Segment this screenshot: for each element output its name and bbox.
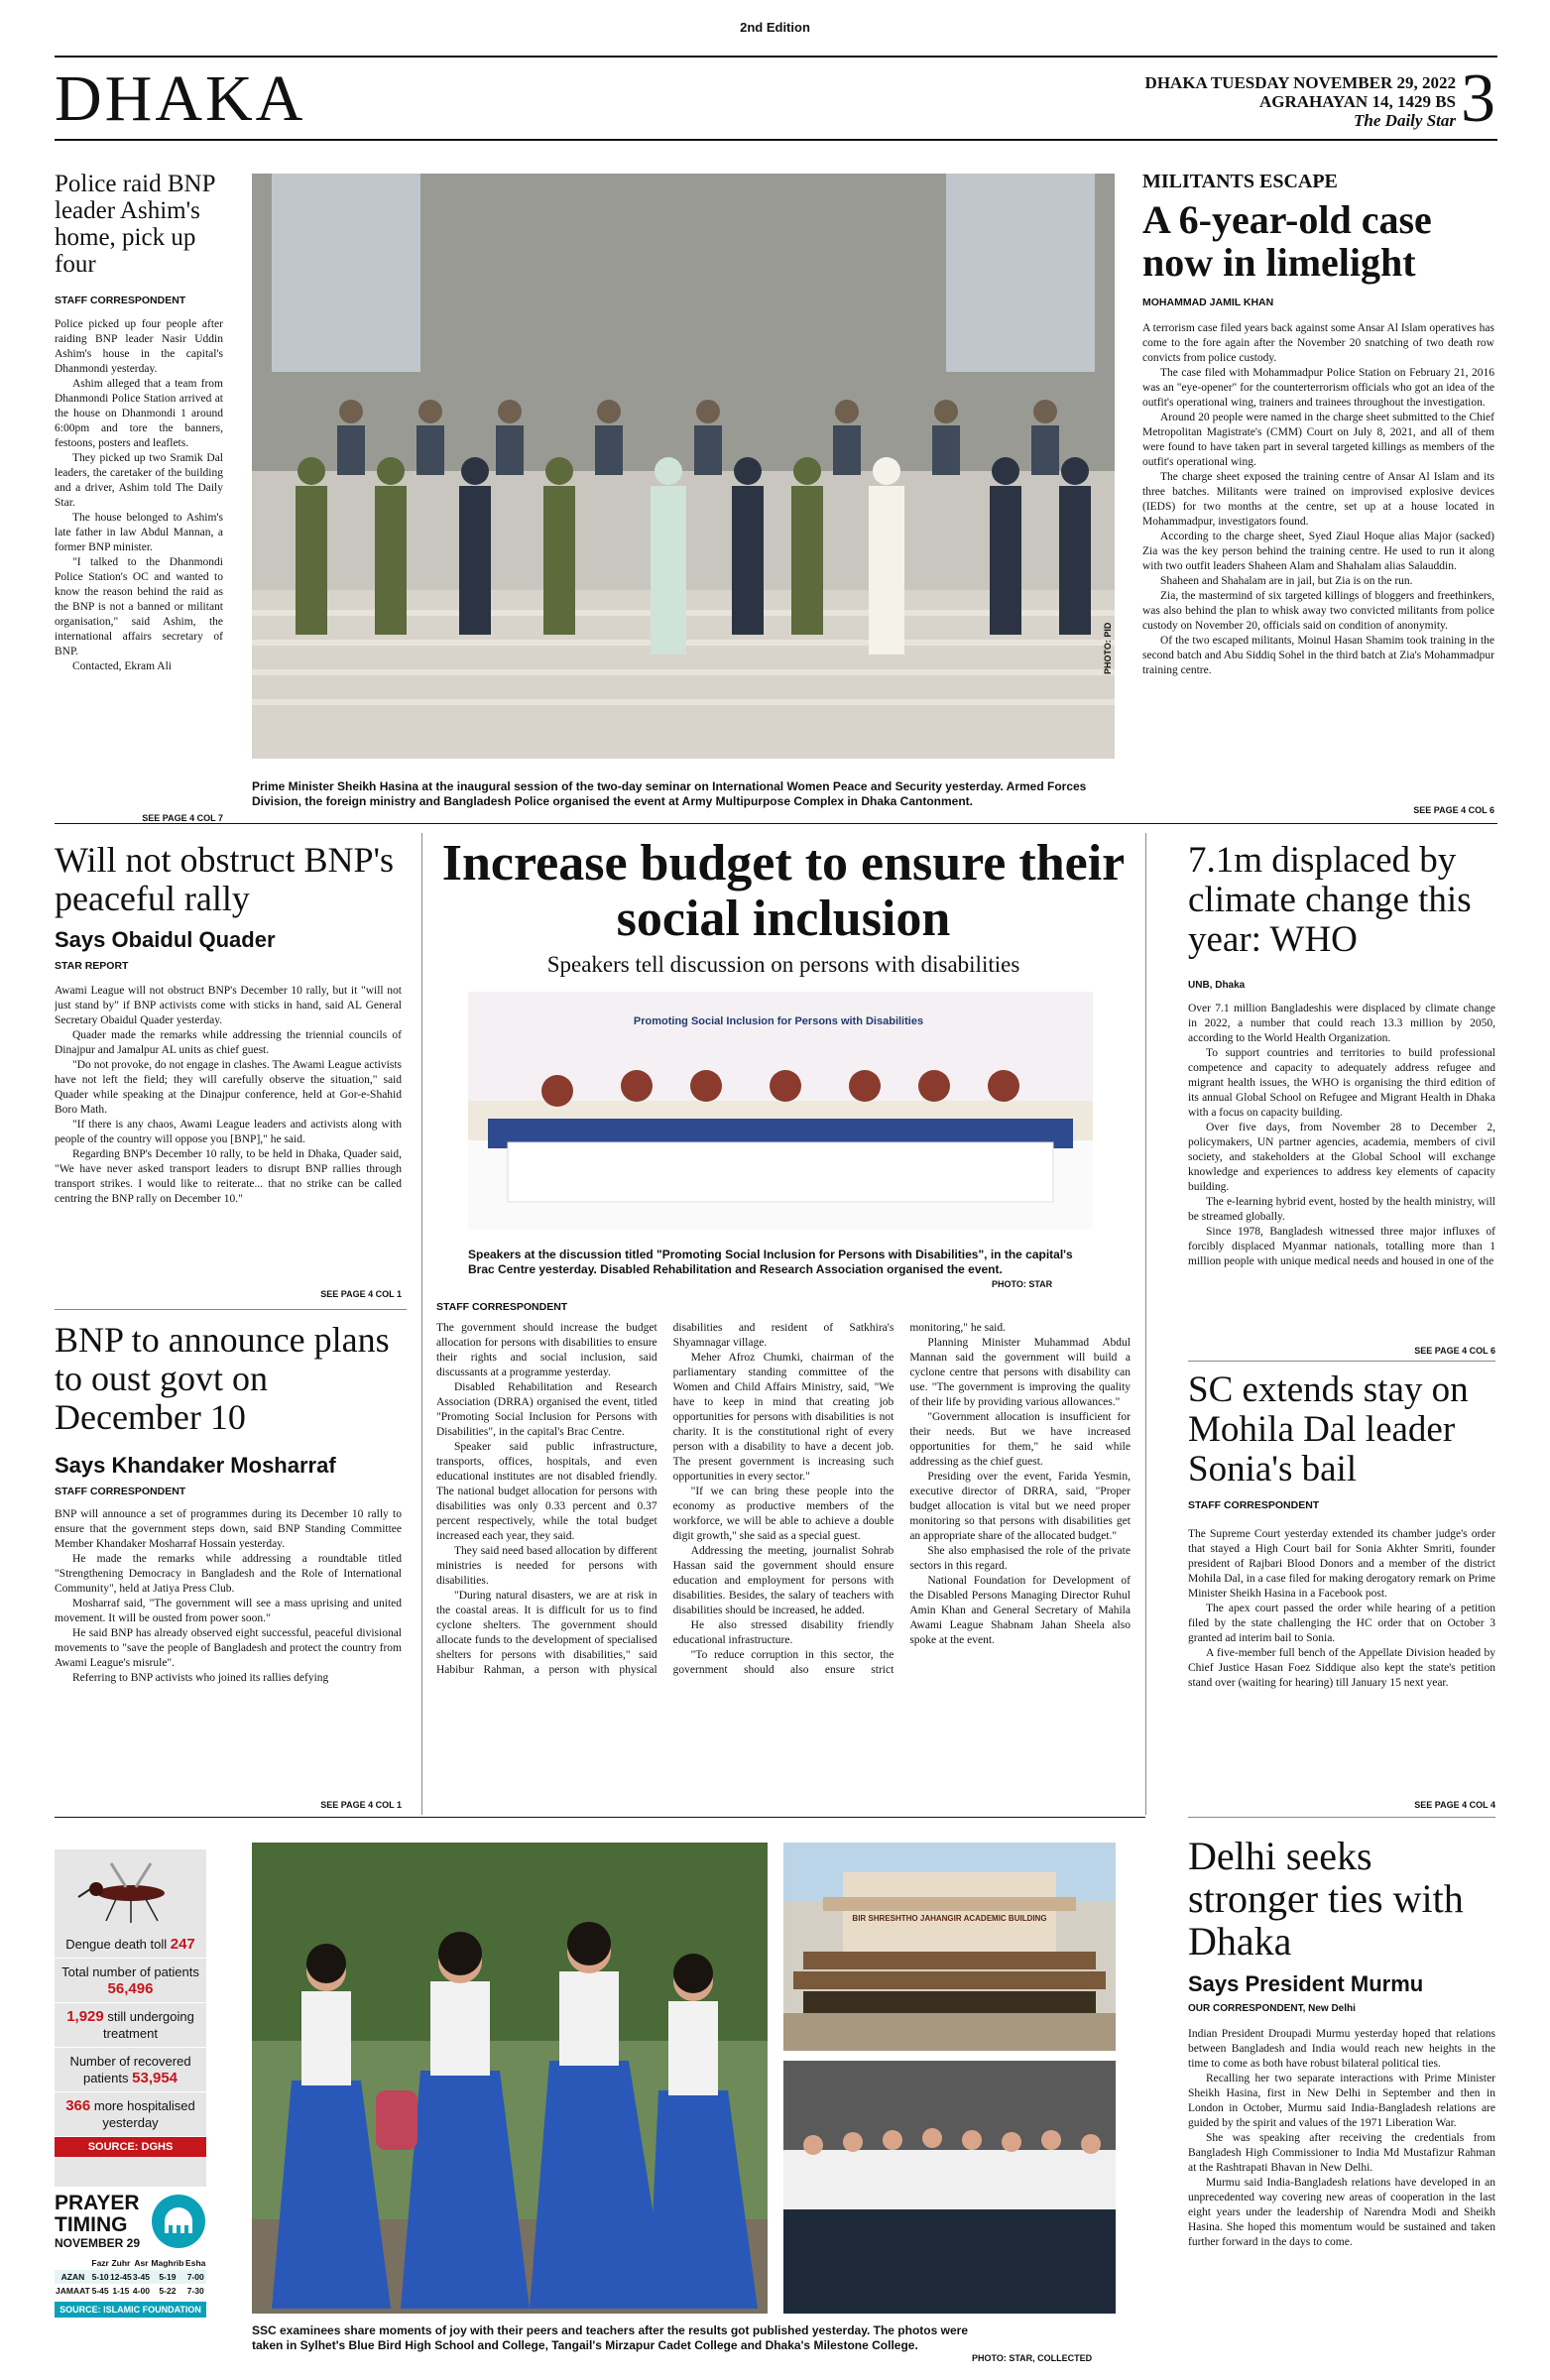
s2-body: A terrorism case filed years back against some Ansar Al Islam operatives has come to the fore again after the November 20 snatching of two death row convicts from police custody. The case filed with Mohammadpur Police Station on February 21, 2016 was an "eye-opener" for the counterterrorism officials who got an idea of the outfit's operational wing, trainers and trainees throughout the investigation. Around 20 people were named in the charge sheet submitted to the Chief Metropolitan Magistrate's (CMM) Court on July 8, 2021, and all of them were found to have taken part in several targeted killings as members of the outfit's operational wing. The charge sheet exposed the training centre of Ansar Al Islam and its three batches. Militants were trained on improvised explosive devices (IEDS) for two months at the centre, set up at a house located in Mohammadpur, investigators found. According to the charge sheet, Syed Ziaul Hoque alias Major (sacked) Zia was the key person behind the training centre. He used to run it along with two outfit leaders Shaheen Alam and Shahalam alias Salauddin. Shaheen and Shahalam are in jail, but Zia is on the run. Zia, the mastermind of six targeted killings of bloggers and freethinkers, was also behind the plan to whisk away two convicted militants from police custody on November 20, officials said on condition of anonymity. Of the two escaped militants, Moinul Hasan Shamim took training in the second batch and Abu Siddiq Sohel in the third batch at Zia's Mohammadpur training centre. [1142, 322, 1494, 676]
divider [55, 1309, 407, 1310]
paper-name: The Daily Star [1354, 111, 1456, 130]
s7-headline: SC extends stay on Mohila Dal leader Sonia's bail [1188, 1369, 1469, 1489]
event-banner: Promoting Social Inclusion for Persons with Disabilities [633, 1015, 924, 1027]
photo1-caption: Prime Minister Sheikh Hasina at the inaugural session of the two-day seminar on International Women Peace and Security yesterday. Armed Forces Division, the foreign ministry and Bangladesh Police organised the event at Army Multipurpose Complex in Dhaka Cantonment. [252, 779, 1087, 808]
s4-byline: STAFF CORRESPONDENT [436, 1301, 568, 1313]
s6-byline: STAFF CORRESPONDENT [55, 1486, 186, 1497]
s3-body: Awami League will not obstruct BNP's December 10 rally, but it "will not just stand by" if BNP activists come with sticks in hand, said AL General Secretary Obaidul Quader yesterday. Quader made the remarks while addressing the triennial councils of Dinajpur and Jamalpur AL units as chief guest. "Do not provoke, do not engage in clashes. The Awami League activists have not left the field; they will carefully observe the situation," said Quader while speaking at the Dinajpur conference, held at Gor-e-Shahid Boro Math. "If there is any chaos, Awami League leaders and activists along with people of the country will oppose you [BNP]," he said. Regarding BNP's December 10 rally, to be held in Dhaka, Quader said, "We have never asked transport leaders to disrupt BNP rallies through transport strikes. I would like to reiterate... that no strike can be called centring the BNP rally on December 10." [55, 985, 402, 1205]
building-sign: BIR SHRESHTHO JAHANGIR ACADEMIC BUILDING [852, 1914, 1047, 1923]
dengue-deaths: Dengue death toll 247 [55, 1931, 206, 1959]
col-rule [1145, 833, 1146, 1815]
s5-jump[interactable]: SEE PAGE 4 COL 6 [1414, 1346, 1495, 1356]
seminar-photo [252, 174, 1115, 759]
prayer-title: PRAYER [55, 2192, 140, 2214]
s2-headline: A 6-year-old case now in limelight [1142, 197, 1432, 286]
s4-credit: PHOTO: STAR [992, 1279, 1053, 1289]
mosque-icon [151, 2194, 206, 2249]
prayer-source: SOURCE: ISLAMIC FOUNDATION [55, 2302, 206, 2318]
dengue-treatment: 1,929 still undergoing treatment [55, 2003, 206, 2048]
s2-jump[interactable]: SEE PAGE 4 COL 6 [1413, 805, 1494, 815]
edition-label: 2nd Edition [740, 20, 810, 35]
s4-subhead: Speakers tell discussion on persons with disabilities [546, 952, 1020, 977]
s3-byline: STAR REPORT [55, 960, 129, 972]
s6-jump[interactable]: SEE PAGE 4 COL 1 [320, 1800, 402, 1810]
cadet-college-photo [783, 1843, 1116, 2051]
s5-byline: UNB, Dhaka [1188, 980, 1246, 991]
s4-body: The government should increase the budget allocation for persons with disabilities to ensure their rights and social inclusion, said discussants at a programme yesterday. Disabled Rehabilitation and Research Association (DRRA) organised the event, titled "Promoting Social Inclusion for Persons with Disabilities", in the capital's Brac Centre. Speaker said public infrastructure, transports, offices, hospitals, and even educational institutes are not disabled friendly. The national budget allocation for persons with disabilities was only 0.33 percent and 0.37 percent respectively, while the total budget increased each year, they said. They said need based allocation by different ministries is needed for persons with disabilities. "During natural disasters, we are at risk in the coastal areas. It is difficult for us to find cyclone shelters. The government should allocate funds to the development of specialised shelters for persons with disabilities," said Habibur Rahman, a person with physical disabilities and resident of Satkhira's Shyamnagar village. Meher Afroz Chumki, chairman of the parliamentary standing committee of the Women and Child Affairs Ministry, said, "We have to keep in mind that creating job opportunities for persons with disabilities is not charity. It is the constitutional right of every person with a disability to have a decent job. The present government is increasing such opportunities in every sector." "If we can bring these people into the economy as productive members of the workforce, we will be able to achieve a double digit growth," she said as a special guest. Addressing the meeting, journalist Sohrab Hassan said the government should ensure education and employment for persons with disabilities. Besides, the salary of teachers with disabilities should be increased, he added. He also stressed disability friendly educational infrastructure. "To reduce corruption in this sector, the government should also ensure strict monitoring," he said. Planning Minister Muhammad Abdul Mannan said the government will build a cyclone centre that persons with disability can use. "The government is improving the quality of their life by providing various allowances." "Government allocation is insufficient for their needs. But we have increased opportunities for them," he said while addressing as the chief guest. Presiding over the event, Farida Yesmin, executive director of DRRA, said, "Proper budget allocation is vital but we need proper monitoring so that persons with disabilities get an appropriate share of the allocated budget." She also emphasised the role of the private sectors in this regard. National Foundation for Development of the Disabled Persons Managing Director Ruhul Amin Khan and General Secretary of Mahila Awami League Shabnam Jahan Sheela also spoke at the event. [436, 1322, 1131, 1676]
s8-headline: Delhi seeks stronger ties with Dhaka [1188, 1834, 1464, 1964]
s1-headline: Police raid BNP leader Ashim's home, pick up four [55, 171, 215, 278]
section-title: DHAKA [55, 62, 306, 135]
s6-subhead: Says Khandaker Mosharraf [55, 1453, 336, 1478]
s2-kicker: MILITANTS ESCAPE [1142, 171, 1338, 192]
s2-byline: MOHAMMAD JAMIL KHAN [1142, 297, 1274, 308]
s1-body: Police picked up four people after raiding BNP leader Nasir Uddin Ashim's house in the capital's Dhanmondi yesterday. Ashim alleged that a team from Dhanmondi Police Station arrived at the house on Dhanmondi 1 around 6:00pm and tore the banners, festoons, posters and leaflets. They picked up two Sramik Dal leaders, the caretaker of the building and a driver, Ashim told The Daily Star. The house belonged to Ashim's late father in law Abdul Mannan, a former BNP minister. "I talked to the Dhanmondi Police Station's OC and wanted to know the reason behind the raid as the BNP is not a banned or militant organisation," said Ashim, the international affairs secretary of BNP. Contacted, Ekram Ali [55, 318, 223, 672]
prayer-table: Fazr Zuhr Asr Maghrib Esha AZAN 5-10 12-45 3-45 5-19 7-00 JAMAAT 5-45 1-15 4-00 5-22 7-30 [56, 2258, 206, 2296]
milestone-college-photo [783, 2061, 1116, 2314]
dengue-recovered: Number of recovered patients 53,954 [55, 2048, 206, 2092]
discussion-photo [468, 992, 1093, 1230]
masthead-rule [55, 139, 1497, 141]
s5-headline: 7.1m displaced by climate change this year: WHO [1188, 840, 1472, 960]
dengue-hospitalised: 366 more hospitalised yesterday [55, 2092, 206, 2137]
prayer-timing [55, 2187, 206, 2367]
s1-jump[interactable]: SEE PAGE 4 COL 7 [142, 813, 223, 823]
s8-subhead: Says President Murmu [1188, 1971, 1424, 1996]
bangla-date: AGRAHAYAN 14, 1429 BS [1258, 92, 1456, 111]
top-rule [55, 56, 1497, 58]
date-line: DHAKA TUESDAY NOVEMBER 29, 2022 [1144, 73, 1456, 92]
s3-subhead: Says Obaidul Quader [55, 927, 276, 952]
photo3-caption: SSC examinees share moments of joy with their peers and teachers after the results got published yesterday. The photos were taken in Sylhet's Blue Bird High School and College, Tangail's Mirzapur Cadet College and Dhaka's Milestone College. [252, 2323, 968, 2352]
s6-headline: BNP to announce plans to oust govt on December 10 [55, 1320, 390, 1437]
s3-jump[interactable]: SEE PAGE 4 COL 1 [320, 1289, 402, 1299]
prayer-date: NOVEMBER 29 [55, 2236, 141, 2250]
divider [1188, 1817, 1495, 1818]
s4-caption: Speakers at the discussion titled "Promoting Social Inclusion for Persons with Disabilities", in the capital's Brac Centre yesterday. Disabled Rehabilitation and Research Association organised the event. [468, 1248, 1073, 1276]
mosquito-icon [55, 1849, 206, 1931]
dengue-source: SOURCE: DGHS [55, 2137, 206, 2157]
page-number: 3 [1461, 60, 1495, 137]
s4-headline: Increase budget to ensure their social inclusion [441, 835, 1126, 948]
s7-byline: STAFF CORRESPONDENT [1188, 1499, 1320, 1511]
s7-body: The Supreme Court yesterday extended its chamber judge's order that stayed a High Court bail for Sonia Akhter Smriti, founder president of Rajbari Blood Donors and a member of the district Mohila Dal, in a case filed for making derogatory remark on Prime Minister Sheikh Hasina in a Facebook post. The apex court passed the order while hearing of a petition filed by the state challenging the HC order that on October 3 granted ad interim bail to Sonia. A five-member full bench of the Appellate Division headed by Chief Justice Hasan Foez Siddique also kept the state's petition stand over (waiting for hearing) till January 15 next year. [1188, 1528, 1495, 1689]
s3-headline: Will not obstruct BNP's peaceful rally [55, 840, 395, 918]
band-rule [55, 1817, 1145, 1818]
photo1-credit: PHOTO: PID [1103, 622, 1113, 674]
photo3-credit: PHOTO: STAR, COLLECTED [972, 2353, 1093, 2363]
s5-body: Over 7.1 million Bangladeshis were displaced by climate change in 2022, a number that could reach 13.3 million by 2050, according to the World Health Organization. To support countries and territories to build professional competence and capacity to adequately address refugee and migrant health issues, the WHO is organising the third edition of its annual Global School on Refugee and Migrant Health in Dhaka with a focus on capacity building. Over five days, from November 28 to December 2, policymakers, UN partner agencies, academia, members of civil society, and stakeholders at the Global School will exchange knowledge and experiences to address key elements of capacity building. The e-learning hybrid event, hosted by the health ministry, will be streamed globally. Since 1978, Bangladesh witnessed three major influxes of forcibly displaced Myanmar nationals, totalling more than 1 million people with unique medical needs and housed in one of the [1188, 1003, 1495, 1267]
s1-byline: STAFF CORRESPONDENT [55, 295, 186, 306]
dengue-total: Total number of patients 56,496 [55, 1959, 206, 2003]
band-rule [55, 823, 1497, 824]
s6-body: BNP will announce a set of programmes during its December 10 rally to ensure that the government steps down, said BNP Standing Committee Member Khandaker Mosharraf Hossain yesterday. He made the remarks while addressing a roundtable titled "Strengthening Democracy in Bangladesh and the Role of International Community", held at Jatiya Press Club. Mosharraf said, "The government will see a mass uprising and united movement. It will be ousted from power soon." He said BNP has already observed eight successful, peaceful divisional movements to "save the people of Bangladesh and protect the country from Awami League's misrule". Referring to BNP activists who joined its rallies defying [55, 1508, 402, 1684]
s8-body: Indian President Droupadi Murmu yesterday hoped that relations between Bangladesh and India would reach new heights in the time to come as both have robust bilateral political ties. Recalling her two separate interactions with Prime Minister Sheikh Hasina, first in New Delhi in September and then in London in October, Murmu said India-Bangladesh relations are guided by the spirit and values of the 1971 Liberation War. She was speaking after receiving the credentials from Bangladesh High Commissioner to India Md Mustafizur Rahman at the Rashtrapati Bhavan in New Delhi. Murmu said India-Bangladesh relations have developed in an unprecedented way covering new areas of cooperation in the last eight years under the leadership of Narendra Modi and Sheikh Hasina. She hoped this momentum would be sustained and taken further forward in the days to come. [1188, 2028, 1495, 2248]
students-photo [252, 1843, 768, 2314]
dengue-box [55, 1849, 206, 2187]
s8-byline: OUR CORRESPONDENT, New Delhi [1188, 2003, 1356, 2014]
prayer-title-2: TIMING [55, 2213, 128, 2236]
col-rule [421, 833, 422, 1815]
s7-jump[interactable]: SEE PAGE 4 COL 4 [1414, 1800, 1495, 1810]
divider [1188, 1361, 1495, 1362]
